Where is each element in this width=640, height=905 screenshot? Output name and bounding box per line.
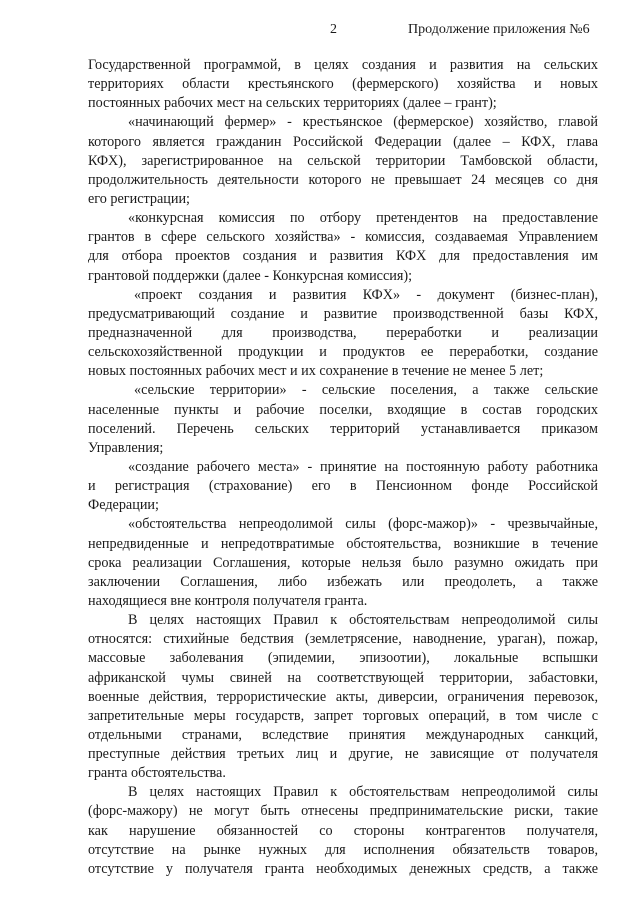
page-number: 2: [330, 22, 337, 37]
text-line: «конкурсная комиссия по отбору претендентов на предоставление: [128, 210, 598, 227]
text-line: «создание рабочего места» - принятие на постоянную работу работника: [128, 458, 598, 475]
text-line: предназначенной для производства, переработки и реализации: [88, 324, 598, 341]
text-line: которого является гражданин Российской Федерации (далее – КФХ, глава: [88, 133, 598, 150]
text-line: территориях области крестьянского (фермерского) хозяйства и новых: [88, 76, 598, 93]
text-line: Государственной программой, в целях создания и развития на сельских: [88, 57, 598, 73]
text-line: В целях настоящих Правил к обстоятельствам непреодолимой силы: [128, 612, 598, 629]
text-line: «обстоятельства непреодолимой силы (форс-мажор)» - чрезвычайные,: [128, 516, 598, 533]
text-line: грантов в сфере сельского хозяйства» - комиссия, создаваемая Управлением: [88, 229, 598, 246]
text-line: срока реализации Соглашения, которые нельзя было разумно ожидать при: [88, 554, 598, 571]
text-line: запретительные меры государств, запрет торговых операций, в том числе с: [88, 707, 598, 724]
text-line: преступные действия третьих лиц и другие, не зависящие от получателя: [88, 746, 598, 763]
text-line: предусматривающий создание и развитие производственной базы КФХ,: [88, 305, 598, 322]
text-line: массовые заболевания (эпидемии, эпизоотии), локальные вспышки: [88, 650, 598, 667]
text-line: постоянных рабочих мест на сельских территориях (далее – грант);: [88, 95, 497, 112]
text-line: (форс-мажору) не могут быть отнесены предпринимательские риски, такие: [88, 803, 598, 820]
text-line: сельскохозяйственной продукции и продуктов ее переработки, создание: [88, 344, 598, 361]
text-line: его регистрации;: [88, 190, 190, 207]
text-line: Федерации;: [88, 497, 159, 514]
text-line: отдельными странами, вследствие принятия международных санкций,: [88, 726, 598, 743]
text-line: для отбора проектов создания и развития КФХ для предоставления им: [88, 248, 598, 265]
text-line: грантовой поддержки (далее - Конкурсная комиссия);: [88, 267, 413, 284]
text-line: «проект создания и развития КФХ» - документ (бизнес-план),: [134, 286, 598, 303]
text-line: как нарушение обязанностей со стороны контрагентов получателя,: [88, 822, 598, 839]
document-body: [88, 56, 598, 879]
text-line: населенные пункты и рабочие поселки, входящие в состав городских: [88, 401, 598, 418]
text-line: «начинающий фермер» - крестьянское (фермерское) хозяйство, главой: [128, 114, 598, 131]
text-line: отсутствие на рынке нужных для исполнения обязательств товаров,: [88, 841, 598, 858]
text-line: находящиеся вне контроля получателя гранта.: [88, 592, 368, 609]
page-header-title: Продолжение приложения №6: [408, 22, 590, 37]
text-line: гранта обстоятельства.: [88, 765, 226, 782]
text-line: заключении Соглашения, либо избежать или преодолеть, а также: [88, 573, 598, 590]
text-line: КФХ), зарегистрированное на сельской территории Тамбовской области,: [88, 152, 598, 169]
text-line: продолжительность деятельности которого не превышает 24 месяцев со дня: [88, 171, 598, 188]
text-line: «сельские территории» - сельские поселения, а также сельские: [134, 382, 598, 399]
text-line: относятся: стихийные бедствия (землетрясение, наводнение, ураган), пожар,: [88, 631, 598, 648]
text-line: африканской чумы свиней на соответствующей территории, забастовки,: [88, 669, 598, 686]
text-line: непредвиденные и непредотвратимые обстоятельства, возникшие в течение: [88, 535, 598, 552]
text-line: новых постоянных рабочих мест и их сохранение в течение не менее 5 лет;: [88, 363, 544, 380]
text-line: В целях настоящих Правил к обстоятельствам непреодолимой силы: [128, 784, 598, 801]
text-line: Управления;: [88, 439, 164, 456]
text-line: военные действия, террористические акты, диверсии, ограничения перевозок,: [88, 688, 598, 705]
text-line: и регистрация (страхование) его в Пенсионном фонде Российской: [88, 478, 598, 495]
text-line: поселений. Перечень сельских территорий устанавливается приказом: [88, 420, 598, 437]
text-line: отсутствие у получателя гранта необходимых денежных средств, а также: [88, 860, 598, 877]
